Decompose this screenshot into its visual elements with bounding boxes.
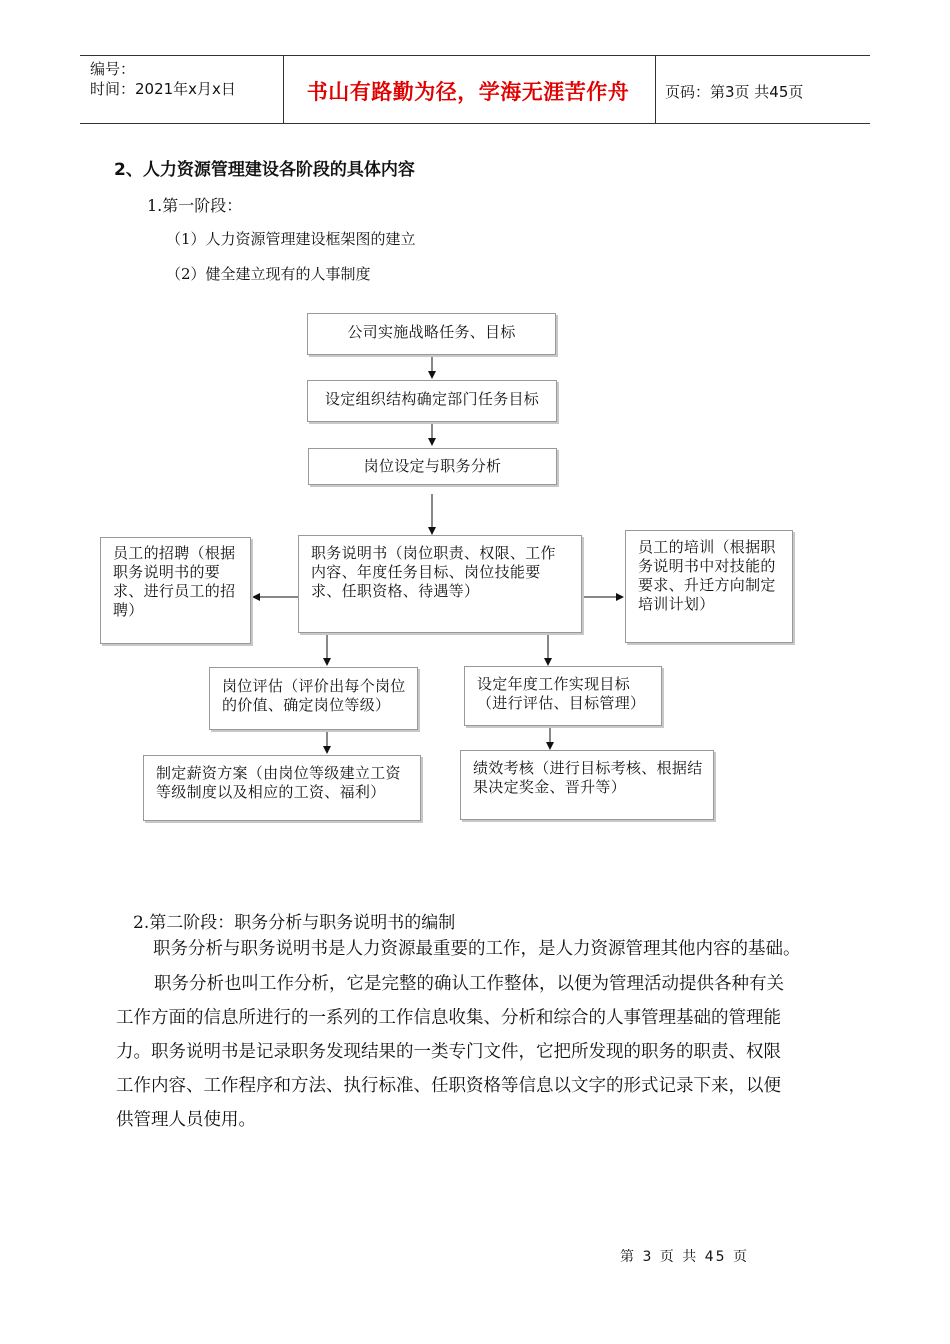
flow-box-position-design-text: 岗位设定与职务分析 (363, 457, 502, 475)
flow-box-performance-text: 绩效考核（进行目标考核、根据结果决定奖金、晋升等） (473, 759, 703, 796)
page-number-label: 页码：第3页 共45页 (665, 83, 804, 101)
doc-number-label: 编号： (90, 60, 136, 78)
stage1-title: 1.第一阶段： (147, 196, 243, 215)
stage2-para-2-line-1: 职务分析也叫工作分析，它是完整的确认工作整体，以便为管理活动提供各种有关 (154, 974, 784, 994)
section-title: 2、人力资源管理建设各阶段的具体内容 (114, 160, 415, 180)
flow-box-strategy (307, 313, 556, 355)
page-footer: 第 3 页 共 45 页 (620, 1249, 749, 1265)
stage1-item-1: （1）人力资源管理建设框架图的建立 (166, 230, 416, 248)
flow-box-training-text: 员工的培训（根据职务说明书中对技能的要求、升迁方向制定培训计划） (638, 538, 776, 613)
stage2-para-1: 职务分析与职务说明书是人力资源最重要的工作，是人力资源管理其他内容的基础。 (153, 939, 801, 959)
stage2-para-2-line-2: 工作方面的信息所进行的一系列的工作信息收集、分析和综合的人事管理基础的管理能 (116, 1008, 781, 1028)
flow-box-recruitment-text: 员工的招聘（根据职务说明书的要求、进行员工的招聘） (113, 544, 236, 619)
stage1-item-2: （2）健全建立现有的人事制度 (166, 265, 371, 283)
flow-box-salary-plan (143, 755, 421, 821)
flow-box-org-structure-text: 设定组织结构确定部门任务目标 (324, 390, 540, 408)
flow-box-training (625, 530, 793, 643)
flow-box-position-eval (209, 667, 418, 730)
flow-box-position-eval-text: 岗位评估（评价出每个岗位的价值、确定岗位等级） (222, 677, 406, 714)
stage2-para-2-line-4: 工作内容、工作程序和方法、执行标准、任职资格等信息以文字的形式记录下来，以便 (116, 1076, 781, 1096)
flow-box-recruitment (100, 537, 251, 644)
flow-box-annual-goal (464, 666, 662, 726)
header-motto: 书山有路勤为径，学海无涯苦作舟 (306, 80, 630, 104)
flow-box-performance (460, 750, 714, 820)
flow-box-strategy-text: 公司实施战略任务、目标 (347, 323, 516, 341)
flow-box-org-structure (307, 380, 557, 422)
stage2-title: 2.第二阶段：职务分析与职务说明书的编制 (133, 913, 456, 933)
stage2-para-2-line-3: 力。职务说明书是记录职务发现结果的一类专门文件，它把所发现的职务的职责、权限 (116, 1042, 781, 1062)
flow-box-job-description (298, 535, 582, 633)
flow-box-job-description-text: 职务说明书（岗位职责、权限、工作内容、年度任务目标、岗位技能要求、任职资格、待遇等） (311, 544, 556, 600)
doc-time-label: 时间：2021年x月x日 (90, 80, 236, 98)
stage2-para-2 (116, 967, 866, 1137)
stage2-para-2-line-5: 供管理人员使用。 (116, 1110, 256, 1130)
flow-box-annual-goal-text: 设定年度工作实现目标（进行评估、目标管理） (477, 675, 646, 712)
flow-box-position-design (308, 448, 557, 485)
flow-box-salary-plan-text: 制定薪资方案（由岗位等级建立工资等级制度以及相应的工资、福利） (156, 764, 401, 801)
